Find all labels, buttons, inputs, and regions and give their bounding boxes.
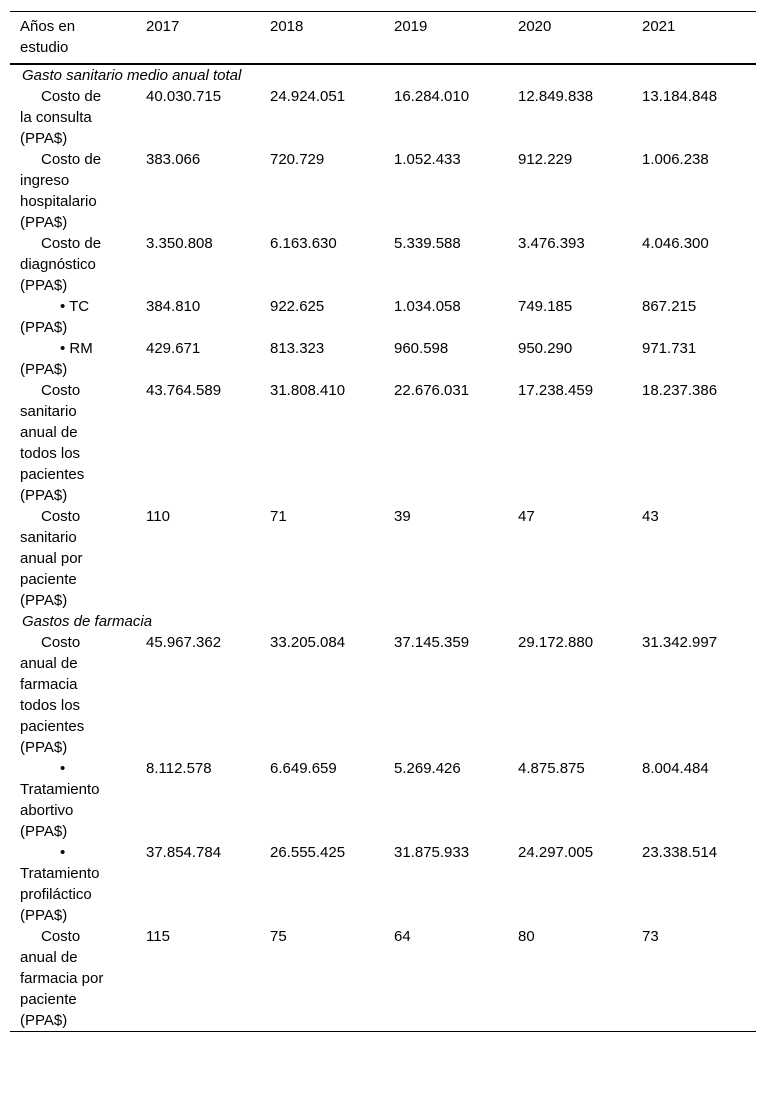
table-row <box>10 758 756 842</box>
value-cell: 71 <box>270 508 287 525</box>
value-cell: 24.924.051 <box>270 88 346 105</box>
value-cell: 749.185 <box>518 298 573 315</box>
row-label-cell <box>10 926 136 1032</box>
value-cell: 37.854.784 <box>146 844 222 861</box>
header-cell-2018: 2018 <box>270 18 304 35</box>
value-cell: 115 <box>146 928 170 945</box>
table-row <box>10 149 756 233</box>
value-cell: 922.625 <box>270 298 325 315</box>
row-label-cell <box>10 842 136 926</box>
row-label-cell <box>10 380 136 506</box>
section-title: Gastos de farmacia <box>22 613 153 630</box>
row-label: Costo de ingreso hospitalario (PPA$) <box>20 151 102 231</box>
value-cell: 8.004.484 <box>642 760 709 777</box>
value-cell: 383.066 <box>146 151 201 168</box>
value-cell: 813.323 <box>270 340 325 357</box>
row-label-cell <box>10 149 136 233</box>
row-label: • Tratamiento abortivo (PPA$) <box>20 760 100 840</box>
value-cell: 4.046.300 <box>642 235 709 252</box>
table-row <box>10 296 756 338</box>
cost-table-container <box>10 11 756 1032</box>
value-cell: 5.269.426 <box>394 760 461 777</box>
value-cell: 37.145.359 <box>394 634 470 651</box>
value-cell: 31.875.933 <box>394 844 470 861</box>
row-label-cell <box>10 86 136 149</box>
value-cell: 31.808.410 <box>270 382 346 399</box>
value-cell: 912.229 <box>518 151 573 168</box>
value-cell: 384.810 <box>146 298 201 315</box>
section-row <box>10 64 756 86</box>
row-label-cell <box>10 296 136 338</box>
value-cell: 971.731 <box>642 340 697 357</box>
value-cell: 43.764.589 <box>146 382 222 399</box>
row-label: Costo sanitario anual de todos los pacientes (PPA$) <box>20 382 85 504</box>
value-cell: 29.172.880 <box>518 634 594 651</box>
value-cell: 33.205.084 <box>270 634 346 651</box>
table-header <box>10 12 756 65</box>
table-row <box>10 842 756 926</box>
table-row <box>10 632 756 758</box>
row-label-cell <box>10 233 136 296</box>
table-body <box>10 64 756 1032</box>
row-label: Costo de la consulta (PPA$) <box>20 88 102 147</box>
value-cell: 16.284.010 <box>394 88 470 105</box>
value-cell: 24.297.005 <box>518 844 594 861</box>
value-cell: 5.339.588 <box>394 235 461 252</box>
header-cell-2021: 2021 <box>642 18 676 35</box>
value-cell: 4.875.875 <box>518 760 585 777</box>
value-cell: 3.350.808 <box>146 235 213 252</box>
value-cell: 45.967.362 <box>146 634 222 651</box>
value-cell: 23.338.514 <box>642 844 718 861</box>
value-cell: 12.849.838 <box>518 88 594 105</box>
value-cell: 429.671 <box>146 340 201 357</box>
header-label: Años en estudio <box>20 18 76 56</box>
table-row <box>10 338 756 380</box>
value-cell: 73 <box>642 928 659 945</box>
row-label: Costo sanitario anual por paciente (PPA$) <box>20 508 83 609</box>
value-cell: 31.342.997 <box>642 634 718 651</box>
table-row <box>10 926 756 1032</box>
value-cell: 1.052.433 <box>394 151 461 168</box>
value-cell: 1.006.238 <box>642 151 709 168</box>
value-cell: 110 <box>146 508 170 525</box>
value-cell: 960.598 <box>394 340 449 357</box>
value-cell: 40.030.715 <box>146 88 222 105</box>
header-cell-2019: 2019 <box>394 18 428 35</box>
value-cell: 43 <box>642 508 659 525</box>
section-title: Gasto sanitario medio anual total <box>22 67 242 84</box>
value-cell: 13.184.848 <box>642 88 718 105</box>
value-cell: 64 <box>394 928 411 945</box>
value-cell: 3.476.393 <box>518 235 585 252</box>
row-label-cell <box>10 506 136 611</box>
value-cell: 6.649.659 <box>270 760 337 777</box>
row-label: Costo de diagnóstico (PPA$) <box>20 235 102 294</box>
row-label: • Tratamiento profiláctico (PPA$) <box>20 844 100 924</box>
value-cell: 22.676.031 <box>394 382 470 399</box>
value-cell: 6.163.630 <box>270 235 337 252</box>
header-cell-2020: 2020 <box>518 18 552 35</box>
header-row <box>10 12 756 65</box>
value-cell: 47 <box>518 508 535 525</box>
value-cell: 1.034.058 <box>394 298 461 315</box>
row-label-cell <box>10 758 136 842</box>
value-cell: 39 <box>394 508 411 525</box>
value-cell: 950.290 <box>518 340 573 357</box>
table-row <box>10 380 756 506</box>
value-cell: 26.555.425 <box>270 844 346 861</box>
row-label: Costo anual de farmacia por paciente (PPA$) <box>20 928 104 1029</box>
row-label: • RM (PPA$) <box>20 340 93 378</box>
row-label: Costo anual de farmacia todos los pacientes (PPA$) <box>20 634 85 756</box>
value-cell: 75 <box>270 928 287 945</box>
header-cell-2017: 2017 <box>146 18 180 35</box>
header-cell-years <box>10 12 136 65</box>
section-row <box>10 611 756 632</box>
value-cell: 18.237.386 <box>642 382 718 399</box>
value-cell: 17.238.459 <box>518 382 594 399</box>
value-cell: 720.729 <box>270 151 325 168</box>
table-row <box>10 233 756 296</box>
value-cell: 867.215 <box>642 298 697 315</box>
row-label: • TC (PPA$) <box>20 298 90 336</box>
table-row <box>10 86 756 149</box>
row-label-cell <box>10 632 136 758</box>
value-cell: 8.112.578 <box>146 760 212 777</box>
table-row <box>10 506 756 611</box>
value-cell: 80 <box>518 928 535 945</box>
cost-table <box>10 11 756 1032</box>
row-label-cell <box>10 338 136 380</box>
